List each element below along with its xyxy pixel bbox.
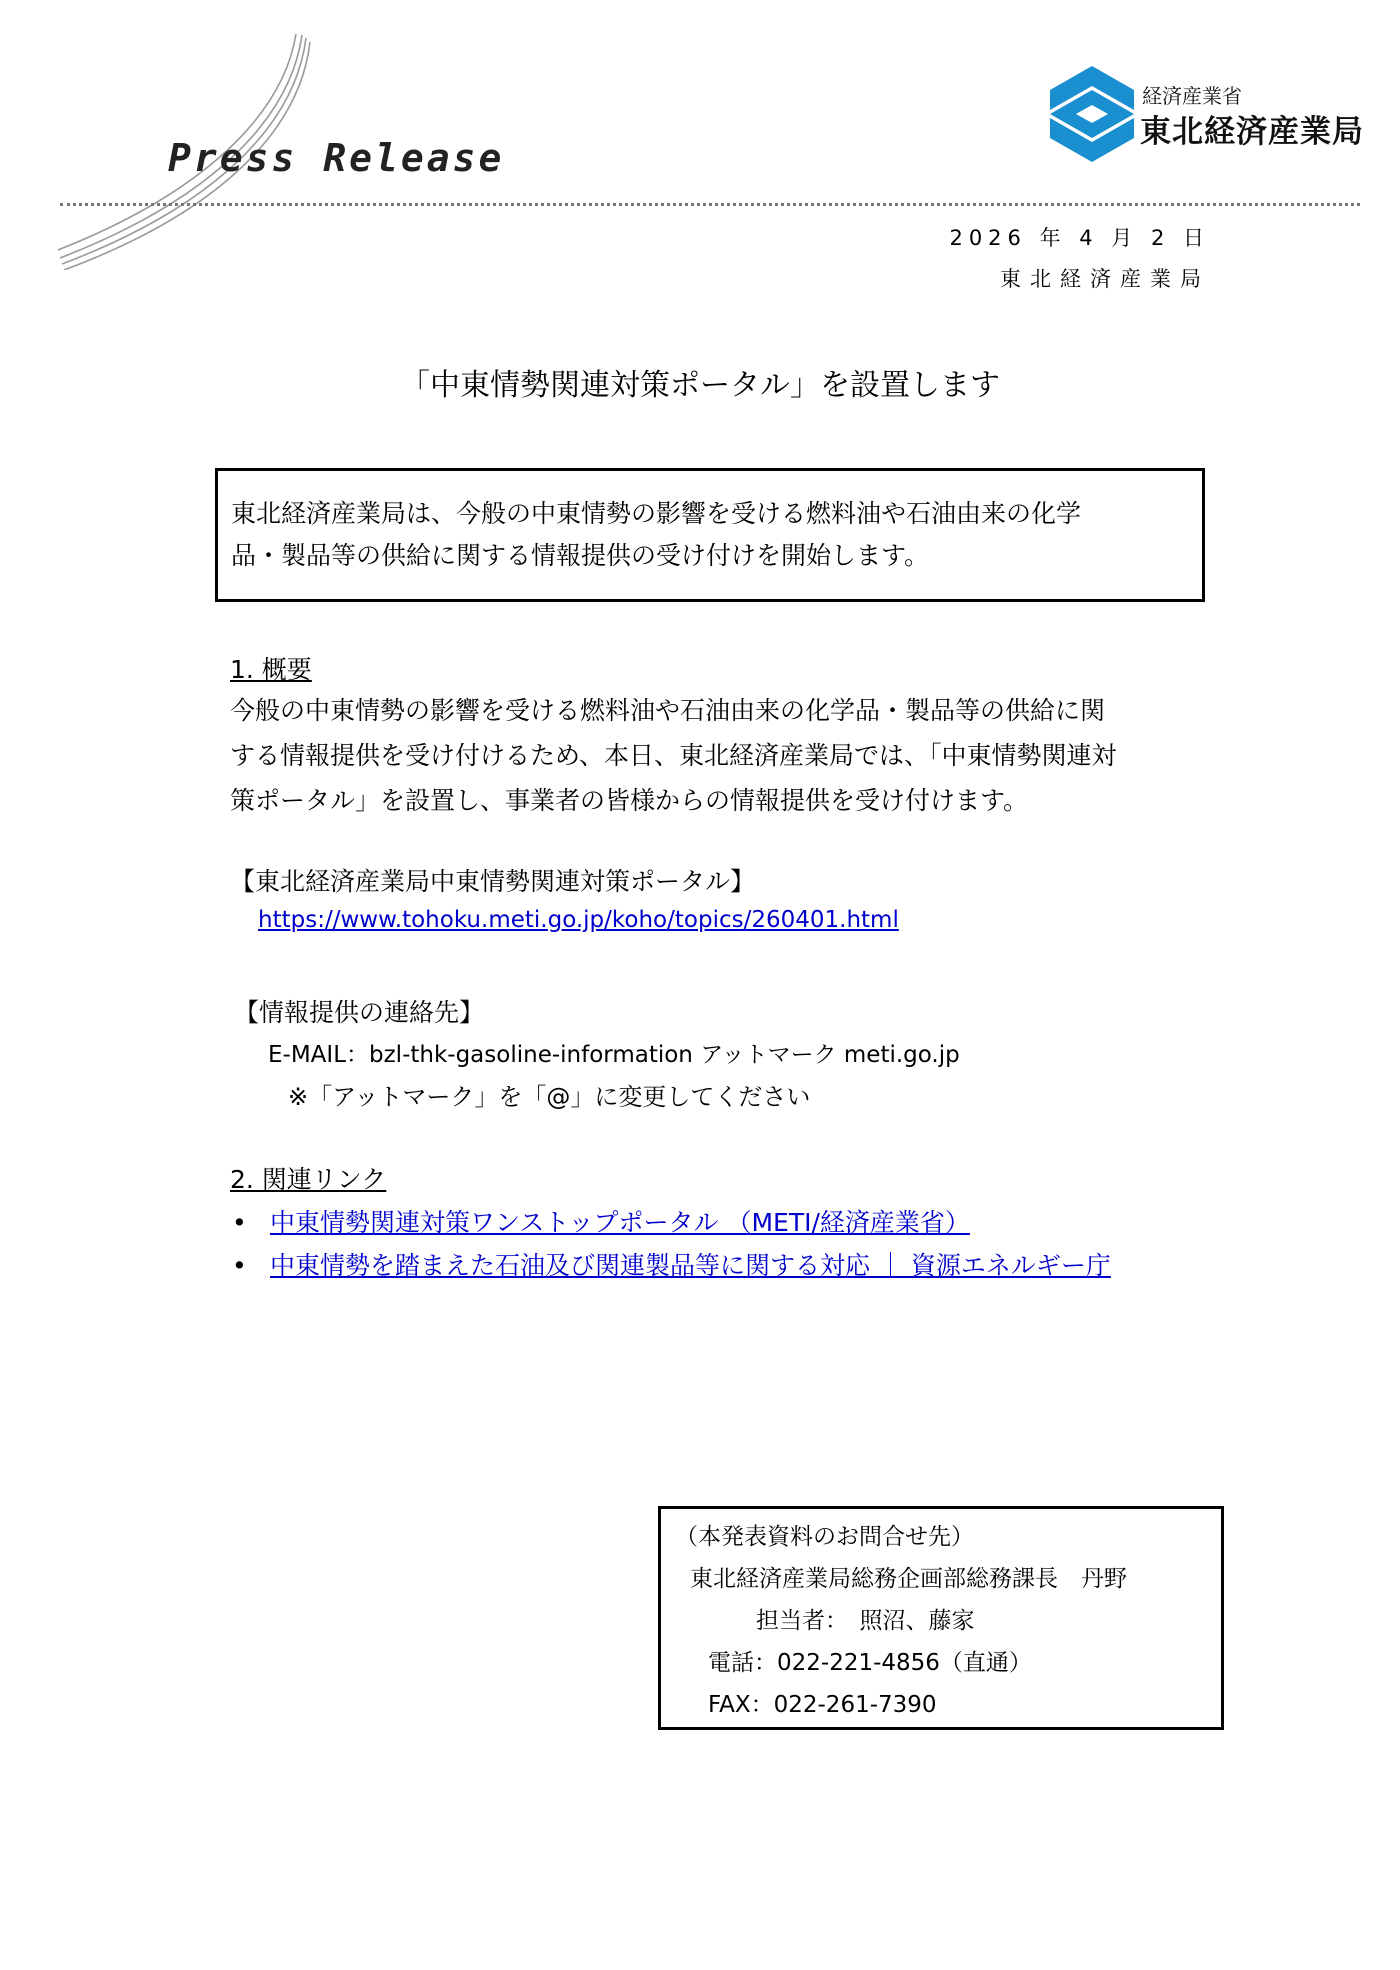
inquiry-heading: （本発表資料のお問合せ先） bbox=[675, 1524, 974, 1550]
contact-email: E-MAIL：bzl-thk-gasoline-information アットマーク meti.go.jp bbox=[268, 1042, 960, 1068]
issuer-name: 東北経済産業局 bbox=[1000, 267, 1210, 291]
portal-title: 【東北経済産業局中東情勢関連対策ポータル】 bbox=[230, 867, 756, 896]
summary-line: 品・製品等の供給に関する情報提供の受け付けを開始します。 bbox=[231, 541, 930, 570]
inquiry-office: 東北経済産業局総務企画部総務課長 丹野 bbox=[690, 1566, 1127, 1592]
overview-body bbox=[230, 688, 1220, 823]
related-link-enecho[interactable]: 中東情勢を踏まえた石油及び関連製品等に関する対応 ｜ 資源エネルギー庁 bbox=[270, 1251, 1111, 1280]
bureau-label: 東北経済産業局 bbox=[1140, 114, 1364, 150]
header-divider bbox=[60, 203, 1360, 206]
ministry-label: 経済産業省 bbox=[1142, 84, 1242, 108]
inquiry-fax: FAX：022-261-7390 bbox=[708, 1692, 937, 1718]
bullet-icon: • bbox=[232, 1251, 247, 1280]
page-title: 「中東情勢関連対策ポータル」を設置します bbox=[400, 368, 1000, 403]
contact-note: ※「アットマーク」を「@」に変更してください bbox=[288, 1083, 811, 1111]
inquiry-box bbox=[658, 1506, 1224, 1730]
list-item bbox=[232, 1203, 970, 1239]
release-date: 2026 年 4 月 2 日 bbox=[949, 226, 1210, 250]
inquiry-staff: 担当者： 照沼、藤家 bbox=[756, 1608, 975, 1634]
summary-line: 東北経済産業局は、今般の中東情勢の影響を受ける燃料油や石油由来の化学 bbox=[231, 499, 1082, 528]
related-link-meti-portal[interactable]: 中東情勢関連対策ワンストップポータル （METI/経済産業省） bbox=[270, 1208, 970, 1237]
overview-line: 策ポータル」を設置し、事業者の皆様からの情報提供を受け付けます。 bbox=[230, 786, 1029, 815]
inquiry-phone: 電話：022-221-4856（直通） bbox=[708, 1650, 1032, 1676]
section-heading-overview: 1. 概要 bbox=[230, 655, 312, 684]
bullet-icon: • bbox=[232, 1208, 247, 1237]
list-item bbox=[232, 1246, 1111, 1282]
section-heading-related-links: 2. 関連リンク bbox=[230, 1165, 387, 1194]
portal-url-link[interactable]: https://www.tohoku.meti.go.jp/koho/topics/260401.html bbox=[258, 907, 899, 933]
summary-box bbox=[215, 468, 1205, 602]
contact-title: 【情報提供の連絡先】 bbox=[234, 998, 485, 1027]
overview-line: 今般の中東情勢の影響を受ける燃料油や石油由来の化学品・製品等の供給に関 bbox=[230, 696, 1106, 725]
overview-line: する情報提供を受け付けるため、本日、東北経済産業局では、「中東情勢関連対 bbox=[230, 741, 1117, 770]
press-release-label: Press Release bbox=[168, 136, 505, 180]
